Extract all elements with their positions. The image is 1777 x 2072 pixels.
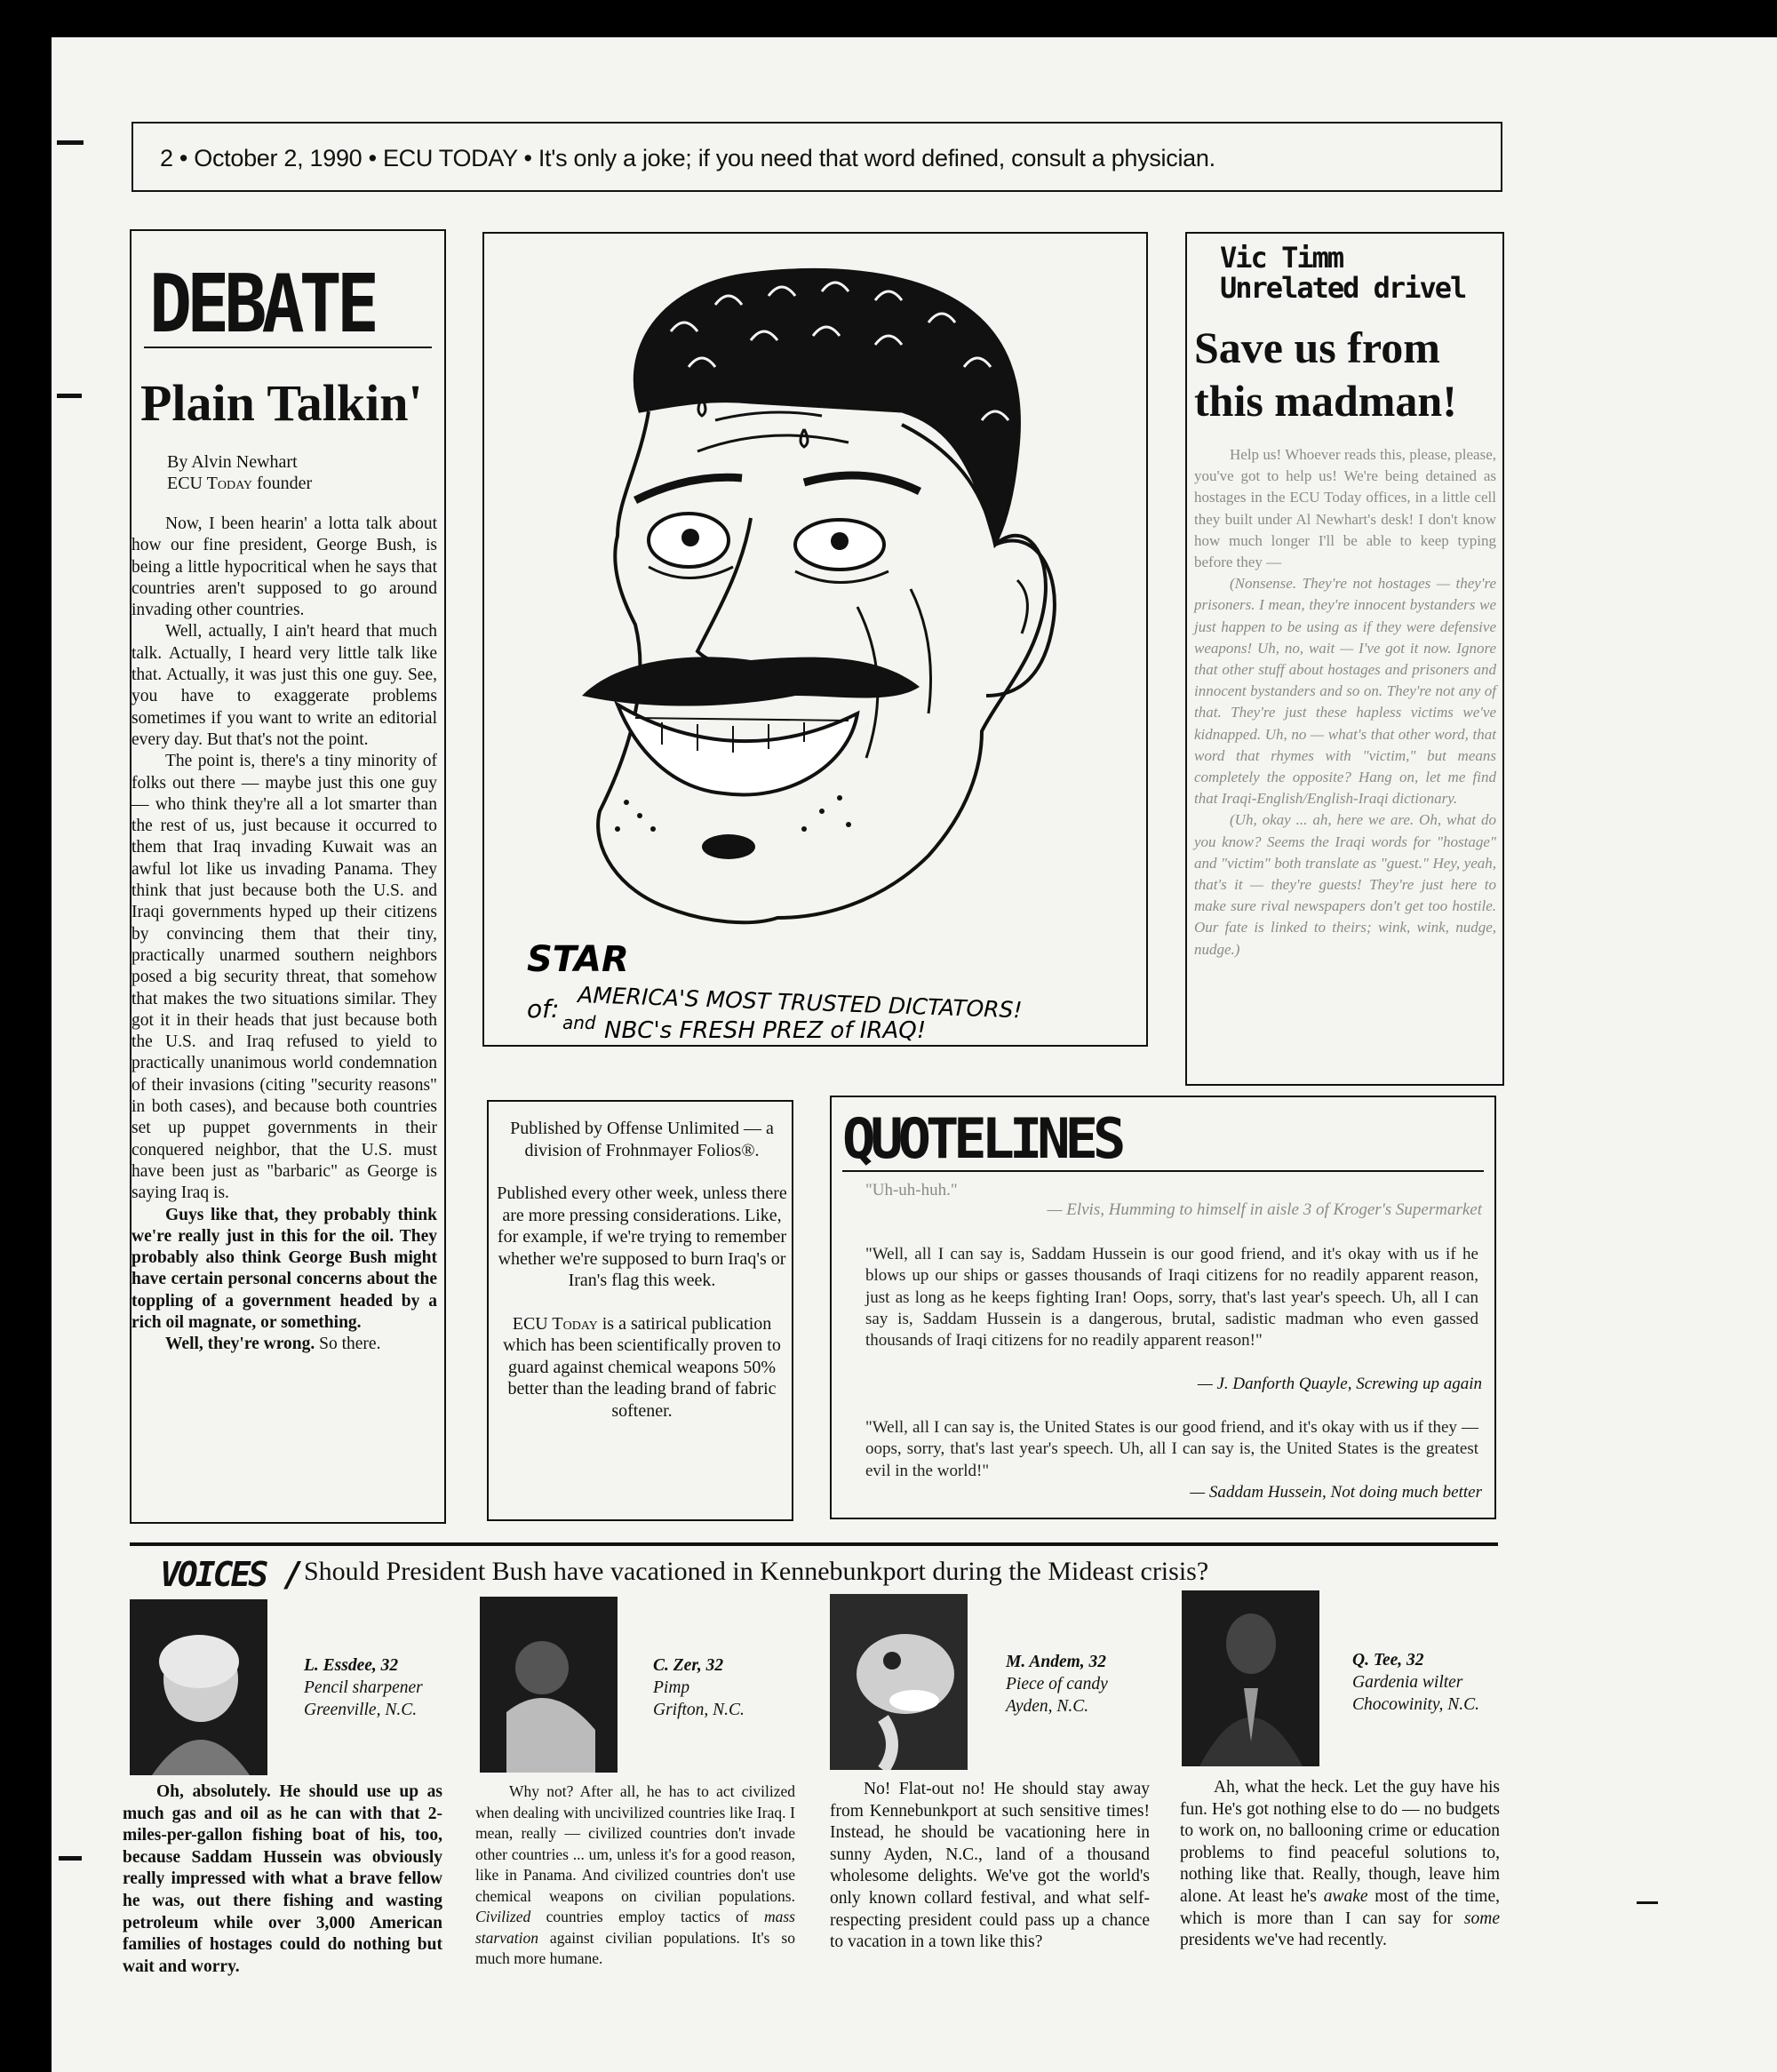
paragraph: Help us! Whoever reads this, please, please, you've got to help us! We're being detained as hostages in the ECU Today offices, in a little cell they built under Al Newhart's desk! I don't know how much longer I'll be able to keep typing before they — xyxy=(1194,446,1496,571)
scan-mark xyxy=(1637,1901,1658,1904)
respondent-name: L. Essdee, 32 xyxy=(304,1656,399,1675)
scan-mark xyxy=(59,1856,82,1861)
debate-headline: Plain Talkin' xyxy=(140,374,423,432)
paragraph: No! Flat-out no! He should stay away from Kennebunkport at such sensitive times! Instead, he should be vacationing here in sunny Ayden, N.C., land of a thousand wholesome delights. We've got the world's only known collard festival, and what self-respecting president could pass up a chance to vacation in a town like this? xyxy=(830,1780,1150,1952)
portrait-photo xyxy=(130,1599,267,1775)
column-author: Vic Timm xyxy=(1220,241,1343,275)
page-header xyxy=(131,122,1502,192)
quotelines-kicker: QUOTELINES xyxy=(842,1106,1121,1171)
paragraph: Published every other week, unless there are more pressing considerations. Like, for example, if we're trying to remember whether we're supposed to burn Iraq's or Iran's flag this week. xyxy=(497,1183,787,1290)
answer-italic: Civilized xyxy=(475,1908,531,1925)
paragraph xyxy=(1180,1777,1500,1952)
respondent-town: Chocowinity, N.C. xyxy=(1352,1695,1480,1714)
portrait-figure xyxy=(1182,1590,1319,1766)
respondent-info xyxy=(1352,1649,1479,1716)
column-title: Unrelated drivel xyxy=(1220,271,1466,305)
byline-name: By Alvin Newhart xyxy=(167,452,298,472)
voices-question: Should President Bush have vacationed in Kennebunkport during the Mideast crisis? xyxy=(304,1557,1209,1586)
paragraph: Published by Offense Unlimited — a division of Frohnmayer Folios®. xyxy=(510,1119,774,1160)
respondent-answer xyxy=(1180,1777,1500,1952)
column-headline: Save us from this madman! xyxy=(1194,323,1457,426)
answer-text: against civilian populations. It's so much more humane. xyxy=(475,1928,795,1967)
answer-text: countries employ tactics of xyxy=(530,1908,764,1925)
paragraph: Well, actually, I ain't heard that much talk. Actually, I heard very little talk like that. Actually, it was just this one guy. See, you have to exaggerate problems sometimes if you want to write an editorial every day. But that's not the point. xyxy=(131,622,437,749)
scan-mark xyxy=(57,140,84,145)
respondent-answer xyxy=(830,1779,1150,1954)
respondent-name: M. Andem, 32 xyxy=(1006,1653,1107,1671)
editorial-cartoon xyxy=(482,232,1148,1047)
portrait-figure xyxy=(130,1599,267,1775)
respondent-job: Pimp xyxy=(653,1678,690,1697)
respondent-info xyxy=(653,1654,745,1721)
column-box xyxy=(1185,232,1504,1086)
scan-mark xyxy=(57,394,82,398)
answer-italic: some xyxy=(1463,1909,1500,1928)
quote-text: "Well, all I can say is, Saddam Hussein is our good friend, and it's okay with us if he blows up our ships or gasses thousands of Iraqi citizens for no readily apparent reason, just as long as he keeps fighting Iran! Oops, sorry, that's last year's speech. Uh, all I can say is, Saddam Hussein is a dangerous, brutal, sadistic madman who even gassed thousands of Iraqi citizens for no readily apparent reason!" xyxy=(865,1245,1478,1351)
header-text: 2 • October 2, 1990 • ECU TODAY • It's only a joke; if you need that word defined, consult a physician. xyxy=(160,145,1215,171)
debate-article-body xyxy=(131,514,437,1356)
portrait-figure xyxy=(480,1597,618,1773)
answer-italic: mass starvation xyxy=(475,1908,795,1947)
quotelines-box xyxy=(830,1096,1496,1519)
respondent-answer xyxy=(123,1781,442,1978)
cartoon-caption-star: STAR xyxy=(527,939,629,980)
answer-text: most of the time, which is more than I can say for xyxy=(1180,1886,1500,1928)
respondent-job: Piece of candy xyxy=(1006,1675,1108,1693)
cartoon-caption-line3: NBC's FRESH PREZ of IRAQ! xyxy=(604,1017,927,1044)
respondent-job: Pencil sharpener xyxy=(304,1678,423,1697)
byline xyxy=(167,451,312,494)
paragraph xyxy=(494,1313,790,1423)
quote-text: "Uh-uh-huh." xyxy=(865,1181,958,1199)
paragraph xyxy=(131,1334,437,1355)
portrait-photo xyxy=(1182,1590,1319,1766)
caricature-drawing xyxy=(484,234,1146,1045)
closing-bold: Well, they're wrong. xyxy=(165,1335,315,1354)
debate-column xyxy=(130,229,446,1524)
publisher-box xyxy=(487,1100,793,1521)
answer-text: Why not? After all, he has to act civilized when dealing with uncivilized countries like Iraq. I mean, really — civilized countries don't invade other countries ... um, unless it's for a good reason, like in Panama. And civilized countries don't use chemical weapons on civilian populations. xyxy=(475,1782,795,1905)
cartoon-caption-of: of: xyxy=(527,994,560,1024)
answer-text: presidents we've had recently. xyxy=(1180,1931,1387,1950)
answer-text: Ah, what the heck. Let the guy have his fun. He's got nothing else to do — no budgets to work on, no ballooning crime or education problems to find peaceful solutions to, nothing like that. Really, though, leave him alone. At least he's xyxy=(1180,1778,1500,1906)
divider xyxy=(130,1542,1498,1546)
quote-attribution: — Elvis, Humming to himself in aisle 3 of Kroger's Supermarket xyxy=(1047,1200,1482,1219)
quote-attribution: — Saddam Hussein, Not doing much better xyxy=(1190,1483,1482,1502)
column-body xyxy=(1194,444,1496,960)
divider xyxy=(842,1170,1484,1172)
publisher-text xyxy=(494,1118,790,1443)
paragraph: (Nonsense. They're not hostages — they're prisoners. I mean, they're innocent bystanders we just happen to be using as if they were defensive weapons! Uh, no, wait — I've got it now. Ignore that other stuff about hostages and prisoners and innocent bystanders and so on. They're not any of that. They're just these hapless victims we've kidnapped. Uh, no — what's that other word, that word that rhymes with "victim," but means completely the opposite? Hang on, let me find that Iraqi-English/English-Iraqi dictionary. xyxy=(1194,575,1496,808)
paragraph xyxy=(475,1781,795,1970)
closing-rest: So there. xyxy=(315,1335,381,1354)
paragraph: The point is, there's a tiny minority of folks out there — maybe just this one guy — who think they're all a lot smarter than the rest of us, just because it occurred to them that Iraq invading Kuwait was an awful lot like us invading Panama. They think that just because both the U.S. and Iraqi governments hyped up their citizens by convincing them that their tiny, practically unarmed southern neighbors posed a big security threat, that somehow that makes the two situations similar. They got it in their heads that just because both the U.S. and Iraq refused to yield to practically unanimous world condemnation of their invasions (citing "security reasons" in both cases), and because both countries set up puppet governments in their conquered neighbor, that the U.S. must have been just as "barbaric" as George is saying Iraq is. xyxy=(131,752,437,1203)
answer-italic: awake xyxy=(1323,1886,1368,1906)
cartoon-caption-line2: AMERICA'S MOST TRUSTED DICTATORS! xyxy=(577,982,1023,1024)
paragraph: Now, I been hearin' a lotta talk about how our fine president, George Bush, is being a little hypocritical when he says that countries aren't supposed to go around invading other countries. xyxy=(131,514,437,620)
respondent-answer xyxy=(475,1781,795,1970)
quote-text: "Well, all I can say is, the United States is our good friend, and it's okay with us if they — oops, sorry, that's last year's speech. Uh, all I can say is, the United States is the greatest evil in the world!" xyxy=(865,1418,1478,1480)
respondent-town: Greenville, N.C. xyxy=(304,1701,418,1719)
divider xyxy=(144,347,432,348)
debate-kicker: DEBATE xyxy=(149,258,374,351)
respondent-name: C. Zer, 32 xyxy=(653,1656,724,1675)
cartoon-caption-and: and xyxy=(562,1012,596,1033)
respondent-info xyxy=(304,1654,423,1721)
respondent-name: Q. Tee, 32 xyxy=(1352,1651,1424,1670)
paragraph: Oh, absolutely. He should use up as much gas and oil as he can with that 2-miles-per-gallon fishing boat of his, too, because Saddam Hussein was obviously really impressed with what a brave fellow he was, out there fishing and wasting petroleum while over 3,000 American families of hostages could do nothing but wait and worry. xyxy=(123,1782,442,1976)
respondent-town: Ayden, N.C. xyxy=(1006,1697,1089,1716)
pub-desc: is a satirical publication which has been scientifically proven to guard against chemical weapons 50% better than the leading brand of fabric softener. xyxy=(503,1313,781,1421)
respondent-job: Gardenia wilter xyxy=(1352,1673,1463,1692)
voices-label: VOICES / xyxy=(160,1555,302,1594)
portrait-photo xyxy=(480,1597,618,1773)
portrait-photo xyxy=(830,1594,968,1770)
respondent-town: Grifton, N.C. xyxy=(653,1701,745,1719)
portrait-figure xyxy=(830,1594,968,1770)
respondent-info xyxy=(1006,1651,1108,1717)
byline-role: founder xyxy=(252,474,313,493)
pub-name: ECU Today xyxy=(512,1313,598,1334)
quote-attribution: — J. Danforth Quayle, Screwing up again xyxy=(1197,1375,1482,1393)
byline-publication: ECU Today xyxy=(167,474,253,493)
paragraph: (Uh, okay ... ah, here we are. Oh, what do you know? Seems the Iraqi words for "hostage" and "victim" both translate as "guest." Hey, yeah, that's it — they're guests! They're just here to make sure rival newspapers don't get too hostile. Our fate is linked to theirs; wink, wink, nudge, nudge.) xyxy=(1194,811,1496,958)
byline-role-line xyxy=(167,473,312,494)
paragraph: Guys like that, they probably think we're really just in this for the oil. They probably also think George Bush might have certain personal concerns about the toppling of a government headed by a rich oil magnate, or something. xyxy=(131,1205,437,1332)
